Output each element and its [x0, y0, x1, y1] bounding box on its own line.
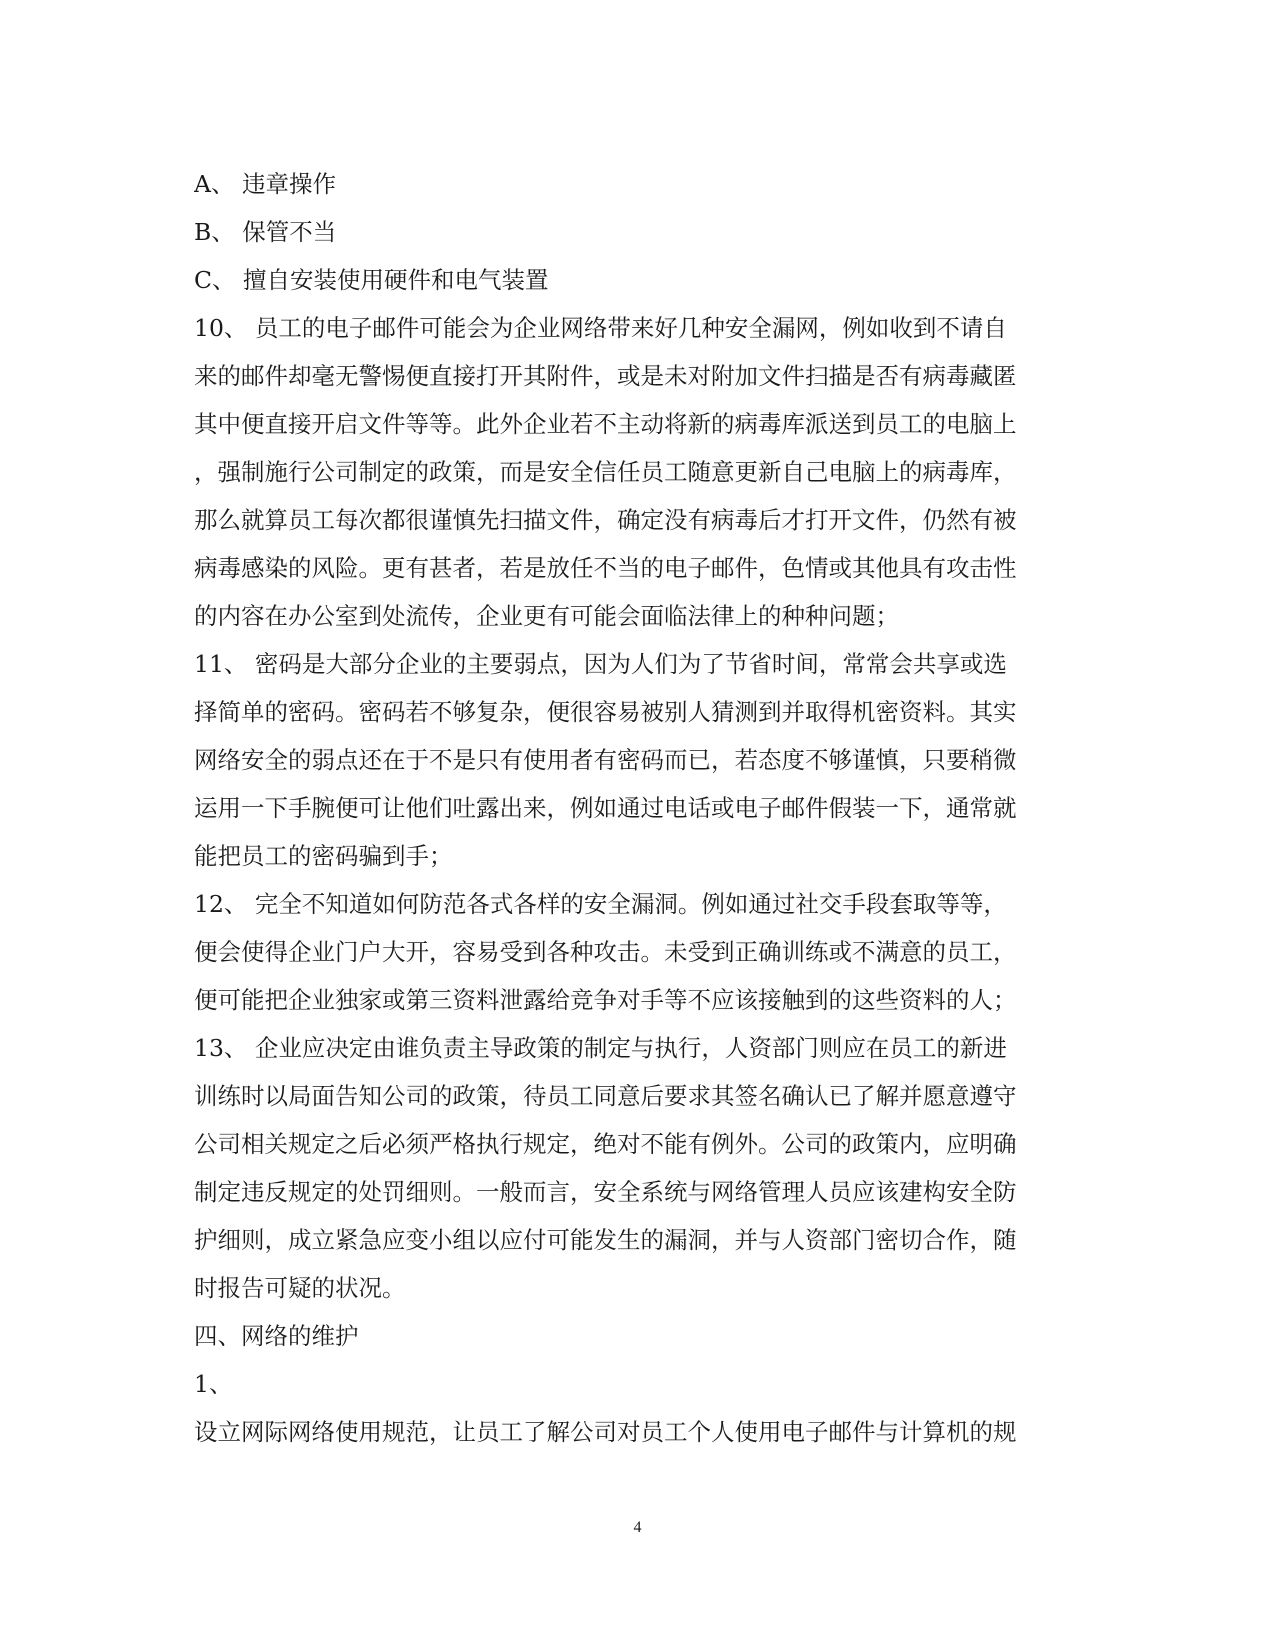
option-b-line: B、 保管不当 — [194, 218, 337, 246]
document-body — [194, 160, 1074, 1456]
item-12-line: 12、 完全不知道如何防范各式各样的安全漏洞。例如通过社交手段套取等等， — [194, 890, 1007, 918]
text-line: 训练时以局面告知公司的政策，待员工同意后要求其签名确认已了解并愿意遵守 — [194, 1082, 1017, 1110]
text-line: 公司相关规定之后必须严格执行规定，绝对不能有例外。公司的政策内，应明确 — [194, 1130, 1017, 1158]
text-line: 便可能把企业独家或第三资料泄露给竞争对手等不应该接触到的这些资料的人； — [194, 986, 1017, 1014]
text-line: 能把员工的密码骗到手； — [194, 842, 453, 870]
option-c-line: C、 擅自安装使用硬件和电气装置 — [194, 266, 549, 294]
text-line: 护细则，成立紧急应变小组以应付可能发生的漏洞，并与人资部门密切合作，随 — [194, 1226, 1017, 1254]
section-heading: 四、网络的维护 — [194, 1322, 359, 1350]
option-a-line: A、 违章操作 — [194, 170, 336, 198]
text-line: 设立网际网络使用规范，让员工了解公司对员工个人使用电子邮件与计算机的规 — [194, 1418, 1017, 1446]
item-1-number: 1、 — [194, 1370, 233, 1398]
text-line: 网络安全的弱点还在于不是只有使用者有密码而已，若态度不够谨慎，只要稍微 — [194, 746, 1017, 774]
text-line: 时报告可疑的状况。 — [194, 1274, 406, 1302]
text-line: 便会使得企业门户大开，容易受到各种攻击。未受到正确训练或不满意的员工， — [194, 938, 1017, 966]
item-13-line: 13、 企业应决定由谁负责主导政策的制定与执行，人资部门则应在员工的新进 — [194, 1034, 1007, 1062]
text-line: ，强制施行公司制定的政策，而是安全信任员工随意更新自己电脑上的病毒库， — [194, 458, 1017, 486]
text-line: 的内容在办公室到处流传，企业更有可能会面临法律上的种种问题； — [194, 602, 899, 630]
text-line: 病毒感染的风险。更有甚者，若是放任不当的电子邮件，色情或其他具有攻击性 — [194, 554, 1017, 582]
text-line: 制定违反规定的处罚细则。一般而言，安全系统与网络管理人员应该建构安全防 — [194, 1178, 1017, 1206]
text-line: 其中便直接开启文件等等。此外企业若不主动将新的病毒库派送到员工的电脑上 — [194, 410, 1017, 438]
item-11-line: 11、 密码是大部分企业的主要弱点，因为人们为了节省时间，常常会共享或选 — [194, 650, 1007, 678]
text-line: 来的邮件却毫无警惕便直接打开其附件，或是未对附加文件扫描是否有病毒藏匿 — [194, 362, 1017, 390]
text-line: 择简单的密码。密码若不够复杂，便很容易被别人猜测到并取得机密资料。其实 — [194, 698, 1017, 726]
item-10-line: 10、 员工的电子邮件可能会为企业网络带来好几种安全漏网，例如收到不请自 — [194, 314, 1007, 342]
text-line: 运用一下手腕便可让他们吐露出来，例如通过电话或电子邮件假装一下，通常就 — [194, 794, 1017, 822]
text-line: 那么就算员工每次都很谨慎先扫描文件，确定没有病毒后才打开文件，仍然有被 — [194, 506, 1017, 534]
page-number: 4 — [633, 1519, 642, 1536]
